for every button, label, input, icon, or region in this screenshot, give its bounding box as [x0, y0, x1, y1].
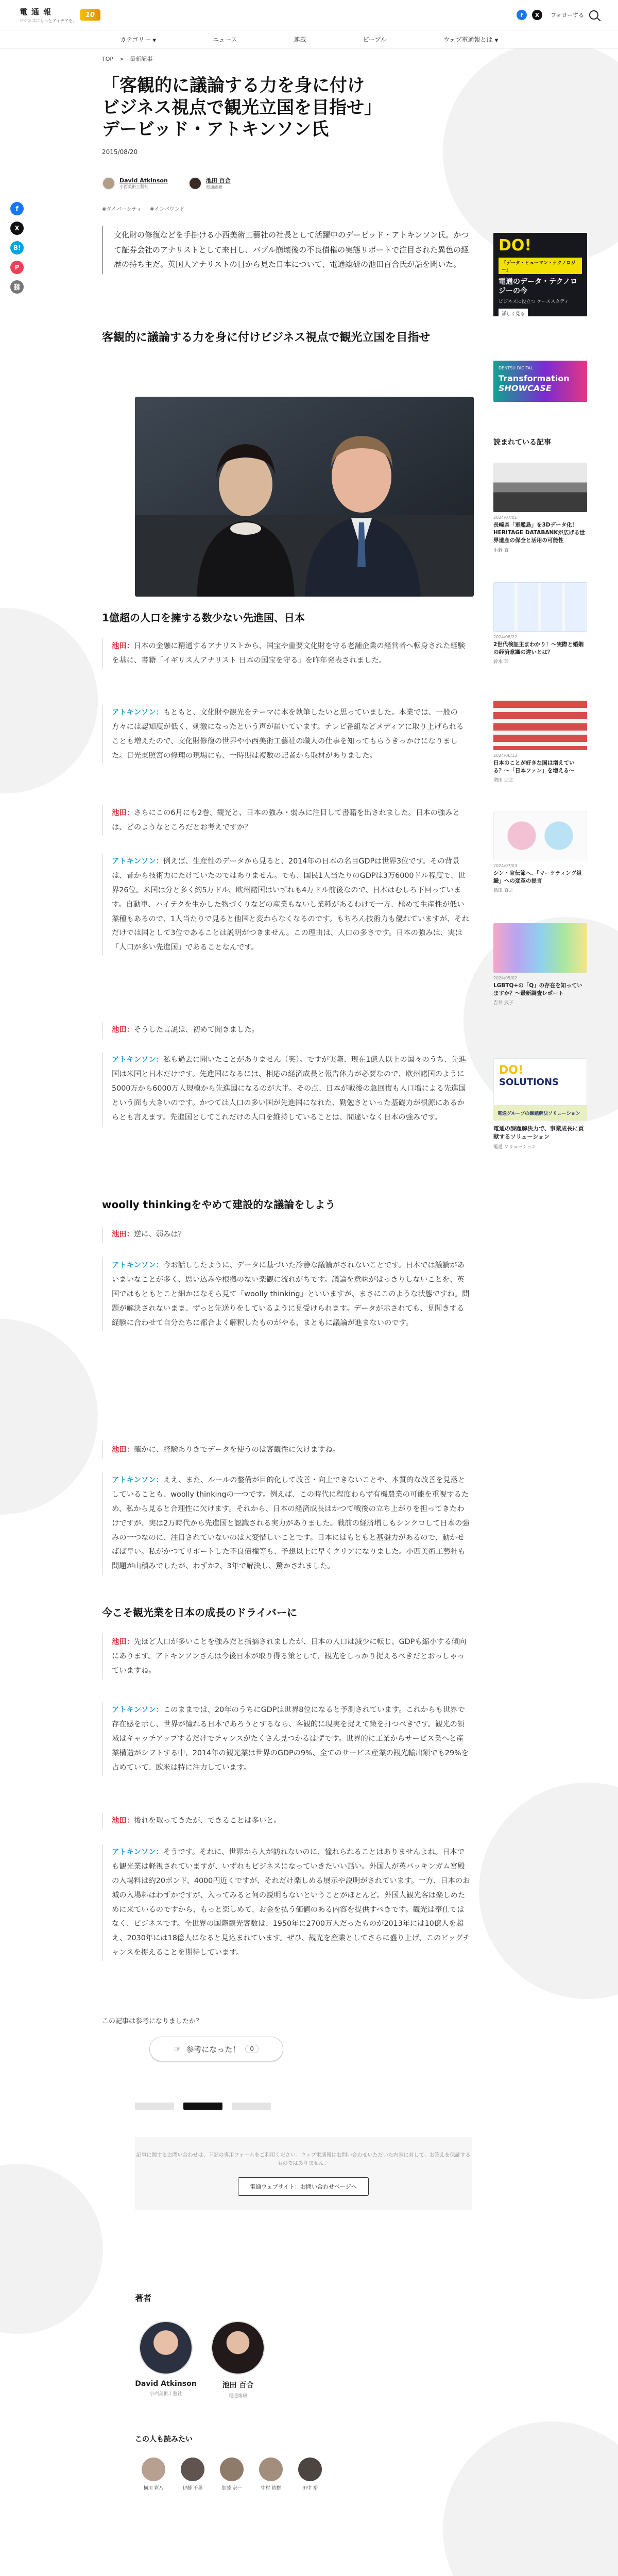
qa-text: そうです。それに、世界から人が訪れないのに、憧れられることはありませんよね。日本でも観光業は軽視されていますが、いずれもビジネスになっていきたいい話い。外国人が英バッキンガム宮殿の入場料は約20ポンド、4000円近くですが、それだけ楽しめる展示や説明がされています。一方、日本のお城の入場料はわずかですが、入ってみると何の説明もないということがほとんど。外国人観光客は楽しめために来ているのですから、もっと楽しめて、お金を払う価値のある内容を提供すべきです。観光は奉仕ではなく、ビジネスです。全世界の国際観光客数は、1950年に2700万人だったものが2013年には10億人を超え、2030年には18億人になると見込まれています。ぜひ、観光を産業としてさらに盛り上げ、このビッグチャンスを捉えることを期待しています。: [112, 1848, 470, 1957]
helpful-label: 参考になった！: [186, 2044, 241, 2054]
nav-item-news[interactable]: ニュース: [213, 36, 237, 43]
qa-paragraph: [102, 1052, 470, 1126]
item-title: シン・宣伝節へ、「マーケティング組織」への変革の提言: [493, 870, 582, 885]
inquiry-button[interactable]: 電通ウェブサイト：お問い合わせページへ: [238, 2177, 369, 2196]
article-lead: 文化財の修復などを手掛ける小西美術工藝社の社長として活躍中のデービッド・アトキンソン氏。かつて証券会社のアナリストとして来日し、バブル崩壊後の不良債権の実態リポートで注目された異色の経歴の持ち主だ。英国人アナリストの目から見た日本について、電通総研の池田百合氏が話を聞いた。: [102, 226, 470, 274]
qa-text: 例えば、生産性のデータから見ると、2014年の日本の名目GDPは世界3位です。その背景は、昔から技術力にたけていたのではありません。でも、国民1人当たりのGDPは3万6000ドル程度で、世界26位。米国は分と多く約5万ドル、欧州諸国はいずれも4万ドル前後なので、日本はむしろ下回っています。自動車、ハイテクを生かした物づくりなどの産業もないし業種があるわけで一方、極めて生産性が低い業種もあるので、1人当たりで見ると他国と変わらなくなるのです。もちろん技術力も優れていますが、それだけでは国として3位であることは説明がつきません。この理由は、人口の多さです。日本の強みは、実は「人口が多い先進国」であることなんです。: [112, 857, 469, 952]
qa-text: 日本の金融に精通するアナリストから、国宝や重要文化財を守る老舗企業の経営者へ転身された経験を基に、書籍「イギリス人アナリスト 日本の国宝を守る」を昨年発表されました。: [112, 642, 465, 665]
avatar: [298, 2458, 322, 2481]
x-share-icon[interactable]: X: [10, 222, 24, 235]
qa-text: 私も過去に聞いたことがありません（笑）。ですが実際、現在1億人以上の国々のうち、先進国は米国と日本だけです。先進国になるには、相応の経済成長と報告体力が必要なので、欧州諸国のように5000万から6000万人規模から先進国になるのが大半。その点、日本が戦後の急回復も人口増による先進国という面も大きいのです。かつては人口の多い国が先進国になれた、勤勉さといった基礎力が根源にあるからとも言えます。先進国としてこれだけの人口を維持していることは、間違いなく日本の強みです。: [112, 1056, 467, 1122]
item-date: 2024/07/01: [493, 515, 518, 520]
person-name: 加藤 宗一: [221, 2486, 242, 2491]
ad-band: 電通グループの課題解決ソリューション: [493, 1106, 587, 1121]
qa-text: 後れを取ってきたが、できることは多いと。: [133, 1817, 281, 1825]
hand-icon: ☞: [174, 2044, 181, 2054]
item-author: 吉井 武子: [493, 1001, 513, 1006]
qa-text: ええ、また、ルールの整備が目的化して改善・向上できないことや、本質的な改善を見落としていることも、woolly thinkingの一つです。例えば、この時代に程度わらず有機農業の可能を重視するため、私から見ると合理性に欠けます。それから、日本の経済成長はかつて戦後の立ち上がりを担ってきたわけですが、実は2万時代から先進国と認識される実力がありました。戦前の経済増しもシンクロして日本の強みの一つなのに、注目されていないのは大変惜しいことです。日本にはもともと基盤力があるので、動かせばば早い。私がかつてリポートした不良債権等も、予想以上に早くクリアになりました。小西美術工藝社も問題が山積みでしたが、わずか2、3年で解決し、驚かされました。: [112, 1476, 470, 1571]
item-title: 長崎県「軍艦島」を3Dデータ化！HERITAGE DATABANKが広げる世界遺産の保全と活用の可能性: [493, 522, 585, 544]
author-name: 池田 百合: [205, 177, 231, 184]
pager-dot[interactable]: [135, 2103, 174, 2110]
speaker-label: アトキンソン：: [112, 1476, 163, 1484]
thumbnail: [493, 463, 587, 512]
article-date: 2015/08/20: [102, 148, 138, 156]
section-heading: woolly thinkingをやめて建設的な議論をしよう: [102, 1198, 336, 1211]
author-name: David Atkinson: [135, 2380, 197, 2388]
author-org: 電通総研: [228, 2394, 247, 2399]
item-title: 2世代検証主まわかり！〜実際と婚姻の経済意識の違いとは？: [493, 641, 584, 656]
author-card[interactable]: [135, 2321, 197, 2399]
ad-subtitle: 電通 ソリューション: [493, 1144, 537, 1150]
author-card[interactable]: [207, 2321, 269, 2399]
nav-item-category[interactable]: カテゴリー ▼: [119, 36, 157, 43]
qa-text: 確かに、経験ありきでデータを使うのは客観性に欠けますね。: [133, 1446, 340, 1454]
bg-blob: [443, 2421, 618, 2576]
qa-paragraph: [102, 1813, 470, 1829]
ad-title: SOLUTIONS: [499, 1077, 559, 1088]
section-heading: 客観的に議論する力を身に付けビジネス視点で観光立国を目指せ: [102, 331, 431, 344]
speaker-label: 池田：: [112, 1230, 134, 1239]
link-copy-icon[interactable]: ⛓: [10, 280, 24, 294]
tag[interactable]: #インバウンド: [149, 207, 185, 212]
item-date: 2024/06/13: [493, 753, 518, 758]
bg-blob: [479, 1783, 618, 1999]
section-heading: 今こそ観光業を日本の成長のドライバーに: [102, 1606, 297, 1619]
speaker-label: アトキンソン：: [112, 1706, 163, 1714]
popular-heading: 読まれている記事: [493, 438, 551, 447]
qa-paragraph: [102, 705, 470, 765]
popular-item[interactable]: [493, 923, 587, 1006]
facebook-icon[interactable]: f: [517, 10, 527, 20]
popular-item[interactable]: [493, 582, 587, 665]
qa-text: もともと、文化財や観光をテーマに本を執筆したいと思っていました。本業では、一般の方々には認知度が低く、刺激になったという声が届いています。テレビ番組などメディアに取り上げられることも増えたので、文化財修復の世界や小西美術工藝社の職人の仕事を知ってもらうきっかけになりました。日光東照宮の修理の現場にも、一時期は複数の記者から取材がありました。: [112, 708, 464, 760]
logo-tagline: ビジネスにもっとアイデアを。: [20, 19, 77, 23]
avatar: [211, 2321, 265, 2375]
ad-line2: SHOWCASE: [499, 383, 552, 393]
related-person[interactable]: [291, 2458, 329, 2491]
item-title: LGBTQ+の「Q」の存在を知っていますか？〜最新調査レポート: [493, 982, 582, 997]
qa-paragraph: [102, 638, 470, 669]
author-name: 池田 百合: [222, 2381, 254, 2389]
qa-text: このままでは、20年のうちにGDPは世界8位になると予測されています。これからも世界で存在感を示し、世界が憧れる日本であろうとするなら、客観的に現実を捉えて策を打つべきです。観光の領域はキャッチアップするだけでチャンスがたくさん見つかるはずです。世界的に工業からサービス業へと産業構造がシフトする中、2014年の観光業は世界のGDPの9%、全てのサービス産業の観光輸出額でも29%を占めていて、欧米は特に注力しています。: [112, 1706, 469, 1772]
related-person[interactable]: [135, 2458, 172, 2491]
ad-title: 電通のデータ・テクノロジーの今: [499, 278, 578, 296]
bg-blob: [0, 2164, 103, 2334]
item-author: 増田 朋之: [493, 778, 513, 784]
author-name: David Atkinson: [119, 177, 168, 184]
nav-item-people[interactable]: ピープル: [363, 36, 387, 43]
person-name: 伊藤 千尋: [182, 2486, 203, 2491]
sidebar-ad-do[interactable]: [493, 233, 587, 316]
chevron-down-icon: ▼: [152, 38, 157, 43]
author-org: 小西美術工藝社: [149, 2392, 182, 2397]
avatar: [142, 2458, 165, 2481]
avatar: [259, 2458, 283, 2481]
item-author: 小野 直: [493, 548, 509, 553]
avatar: [220, 2458, 244, 2481]
qa-paragraph: [102, 1702, 470, 1776]
share-bar: [10, 202, 24, 294]
popular-item[interactable]: [493, 811, 587, 893]
hatena-share-icon[interactable]: B!: [10, 241, 24, 255]
speaker-label: アトキンソン：: [112, 857, 163, 866]
person-name: 横川 彩乃: [143, 2486, 164, 2491]
pocket-share-icon[interactable]: P: [10, 261, 24, 274]
inquiry-text: 記事に関するお問い合わせは、下記の専用フォームをご利用ください。ウェブ電通報はお問い合わせいただいた内容に対して、お答えを保証するものではありません。: [136, 2153, 471, 2166]
breadcrumb-sep: >: [119, 56, 124, 62]
item-date: 2024/08/22: [493, 635, 518, 639]
qa-text: さらにこの6月にも2巻、観光と、日本の強み・弱みに注目して書籍を出されました。日本の強みとは、どのようなところだとお考えですか？: [112, 809, 460, 832]
author-chip[interactable]: [102, 176, 168, 190]
thumbnail: [493, 701, 587, 750]
helpful-count: 0: [245, 2045, 259, 2053]
helpful-button[interactable]: [149, 2037, 283, 2061]
qa-paragraph: [102, 1442, 470, 1459]
related-people-heading: この人も読みたい: [135, 2435, 193, 2444]
anniversary-badge: 10: [80, 9, 100, 21]
qa-text: 先ほど人口が多いことを強みだと指摘されましたが、日本の人口は減少に転じ、GDPも縮小する傾向にあります。アトキンソンさんは今後日本が取り得る策として、観光をしっかり捉えるべきだとおっしゃっていますね。: [112, 1638, 467, 1675]
x-icon[interactable]: X: [532, 10, 542, 20]
speaker-label: 池田：: [112, 1638, 134, 1646]
speaker-label: 池田：: [112, 1026, 134, 1034]
inquiry-box: [135, 2137, 472, 2210]
avatar: [102, 177, 115, 190]
speaker-label: アトキンソン：: [112, 1848, 163, 1856]
breadcrumb-current[interactable]: 最新記事: [130, 56, 153, 62]
qa-text: 逆に、弱みは？: [133, 1230, 185, 1239]
pager-indicator: [135, 2103, 503, 2110]
site-logo[interactable]: [20, 6, 100, 24]
site-header: [0, 0, 618, 30]
ad-logo: DO!: [499, 236, 532, 255]
logo-text: 電通報: [20, 7, 56, 16]
item-author: 島田 直之: [493, 888, 513, 894]
related-person[interactable]: [252, 2458, 289, 2491]
follow-label[interactable]: フォローする: [551, 12, 584, 19]
authors-grid: [135, 2321, 503, 2399]
author-org: 電通総研: [205, 185, 222, 190]
speaker-label: 池田：: [112, 1446, 134, 1454]
popular-item[interactable]: [493, 463, 587, 553]
qa-paragraph: [102, 1472, 470, 1575]
author-list: [102, 176, 470, 190]
facebook-share-icon[interactable]: f: [10, 202, 24, 215]
avatar: [139, 2321, 193, 2375]
sidebar-ad-showcase[interactable]: [493, 361, 587, 402]
avatar: [188, 177, 202, 190]
chevron-down-icon: ▼: [494, 38, 499, 43]
item-title: 日本のことが好きな国は増えている？〜「日本ファン」を増える〜: [493, 760, 575, 774]
person-name: 中村 祐樹: [261, 2486, 281, 2491]
qa-paragraph: [102, 1634, 470, 1680]
author-chip[interactable]: [188, 176, 231, 190]
qa-text: 今お話ししたように、データに基づいた冷静な議論がされないことです。日本では議論があいまいなことが多く、思い込みや根拠のない楽観に流れがちです。議論を意味がはっきりしないことを、英国ではもともとこと細かになそら見て「woolly thinking」といいますが、まさにこのような状態ですね。問題が解決されないまま、ずっと先送りをしているように見受けられます。データが示されても、見聞きする経験に合わせて自分たちに都合よく解釈したものがやる、まともに議論が進まないのです。: [112, 1261, 470, 1327]
pager-dot[interactable]: [183, 2103, 222, 2110]
qa-paragraph: [102, 1227, 470, 1243]
pager-dot[interactable]: [232, 2103, 271, 2110]
qa-paragraph: [102, 805, 470, 836]
qa-paragraph: [102, 1844, 470, 1961]
ad-headline: 電通の課題解決力で、事業成長に貢献するソリューション: [493, 1125, 584, 1140]
related-people-list: [135, 2458, 503, 2491]
section-heading: 1億超の人口を擁する数少ない先進国、日本: [102, 612, 305, 624]
ad-logo: DO!: [499, 1064, 523, 1077]
search-icon[interactable]: [589, 10, 598, 20]
authors-heading: 著者: [135, 2293, 152, 2303]
avatar: [181, 2458, 204, 2481]
vote-question: この記事は参考になりましたか？: [102, 2018, 203, 2025]
thumbnail: [493, 582, 587, 632]
sidebar-ad-solutions[interactable]: [493, 1058, 587, 1150]
item-date: 2024/07/03: [493, 863, 518, 868]
speaker-label: 池田：: [112, 1817, 134, 1825]
person-name: 田中 裕: [302, 2486, 318, 2491]
nav-item-about[interactable]: ウェブ電通報とは ▼: [443, 36, 499, 43]
article-title: 「客観的に議論する力を身に付け ビジネス視点で観光立国を目指せ」 デービッド・アトキンソン氏: [102, 75, 382, 140]
bg-blob: [0, 1319, 98, 1515]
speaker-label: 池田：: [112, 809, 134, 817]
thumbnail: [493, 923, 587, 973]
item-date: 2024/05/02: [493, 976, 518, 980]
speaker-label: アトキンソン：: [112, 708, 163, 717]
related-person[interactable]: [174, 2458, 211, 2491]
breadcrumb-top[interactable]: TOP: [102, 56, 114, 62]
breadcrumb: [102, 55, 470, 63]
author-org: 小西美術工藝社: [119, 184, 148, 189]
ad-banner: [493, 1058, 587, 1106]
speaker-label: アトキンソン：: [112, 1261, 163, 1269]
qa-paragraph: [102, 1258, 470, 1331]
ad-brand: DENTSU DIGITAL: [499, 366, 533, 370]
interview-photo: [135, 397, 474, 597]
speaker-label: 池田：: [112, 642, 134, 650]
item-author: 鈴木 茜: [493, 659, 509, 665]
tag[interactable]: #ダイバーシティ: [102, 207, 142, 212]
popular-item[interactable]: [493, 701, 587, 783]
thumbnail: [493, 811, 587, 860]
global-nav: [0, 30, 618, 48]
ad-line1: Transformation: [499, 374, 570, 383]
nav-item-series[interactable]: 連載: [294, 36, 306, 43]
bg-blob: [0, 608, 98, 793]
ad-tag: 「データ・ヒューマン・テクノロジー」: [499, 258, 582, 274]
qa-text: そうした言説は、初めて聞きました。: [133, 1026, 259, 1034]
tag-list: [102, 205, 470, 212]
ad-subtitle: ビジネスに役立つ ケーススタディ: [499, 299, 569, 305]
qa-paragraph: [102, 1022, 470, 1039]
qa-paragraph: [102, 854, 470, 956]
header-actions: [517, 10, 598, 20]
speaker-label: アトキンソン：: [112, 1056, 163, 1064]
ad-cta: 詳しく見る: [499, 309, 528, 316]
related-person[interactable]: [213, 2458, 250, 2491]
